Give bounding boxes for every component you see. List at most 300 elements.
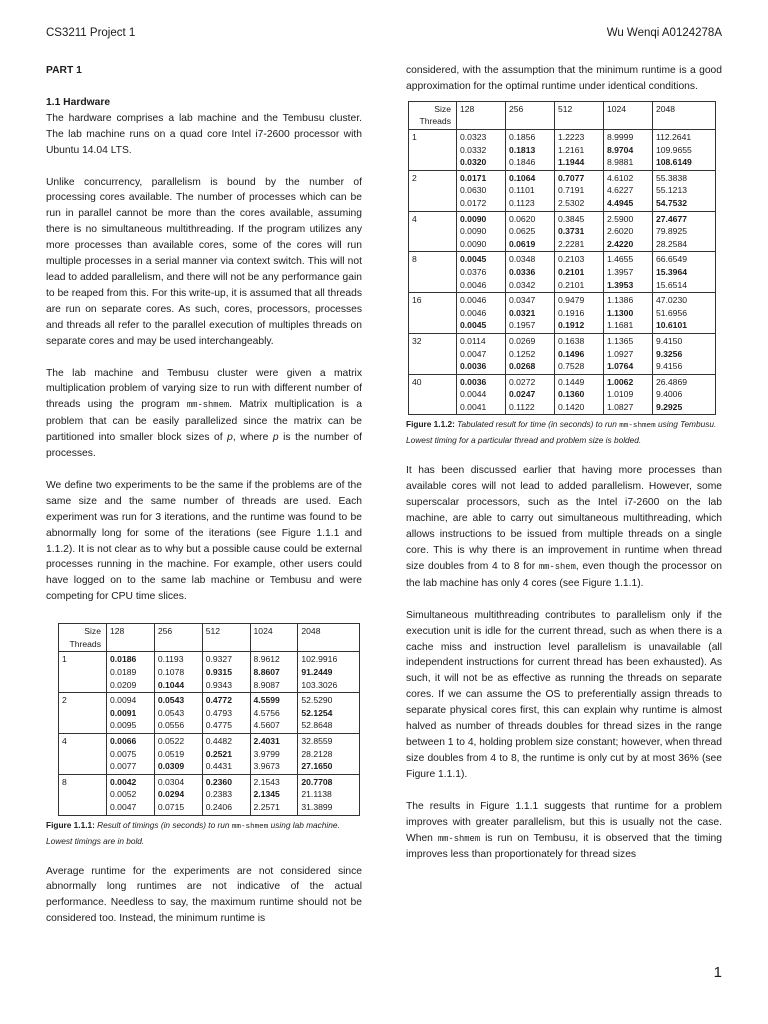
thread-count-cell: 1 xyxy=(59,652,107,693)
timing-value: 9.2925 xyxy=(655,401,683,412)
timing-value: 0.1078 xyxy=(157,666,185,677)
timing-cell xyxy=(457,333,506,374)
timing-value: 2.2571 xyxy=(253,801,280,812)
lab-machine-timing-table xyxy=(58,623,360,815)
timing-cell xyxy=(457,252,506,293)
timing-cell xyxy=(298,652,360,693)
timing-value: 0.0625 xyxy=(508,226,536,237)
table-body xyxy=(59,652,360,815)
timing-value: 0.4482 xyxy=(205,735,232,746)
timing-value: 0.0077 xyxy=(110,761,137,772)
timing-value: 0.0046 xyxy=(460,295,487,306)
timing-value: 10.6101 xyxy=(655,320,688,331)
timing-cell xyxy=(154,693,202,734)
page-number: 1 xyxy=(713,964,722,981)
timing-value: 109.9655 xyxy=(655,144,692,155)
timing-cell xyxy=(298,693,360,734)
timing-value: 0.0348 xyxy=(508,254,536,265)
timing-value: 0.0268 xyxy=(508,361,536,372)
program-name: mm-shmem xyxy=(231,822,269,831)
timing-cell xyxy=(505,170,554,211)
thread-count-cell: 32 xyxy=(409,333,457,374)
timing-value: 4.4945 xyxy=(606,197,634,208)
timing-value: 26.4869 xyxy=(655,376,688,387)
timing-value: 0.7077 xyxy=(557,172,585,183)
timing-value: 102.9916 xyxy=(301,654,338,665)
timing-value: 0.0209 xyxy=(110,679,137,690)
caption-text: using Tembusu. Lowest timing for a particular thread and problem size is bolded. xyxy=(406,419,717,446)
thread-count-cell: 1 xyxy=(409,130,457,171)
paragraph-average-runtime: Average runtime for the experiments are not considered since abnormally long runtimes are not indicative of the actual performance. Needless to say, the maximum runtime should not be considered too. Instead, the minimum runtime is xyxy=(46,865,362,925)
thread-count-cell: 2 xyxy=(59,693,107,734)
timing-value: 1.2223 xyxy=(557,132,585,142)
program-name: mm-shmem xyxy=(619,422,656,431)
figure-label: Figure 1.1.1: xyxy=(46,819,95,830)
tembusu-timing-table xyxy=(408,101,716,416)
timing-cell xyxy=(457,211,506,252)
timing-cell xyxy=(603,211,652,252)
timing-value: 0.0172 xyxy=(460,197,487,208)
timing-value: 52.5290 xyxy=(301,695,333,706)
timing-value: 0.1957 xyxy=(508,320,536,331)
timing-value: 2.1543 xyxy=(253,776,280,787)
size-column-heading: 1024 xyxy=(250,624,298,652)
timing-value: 0.0321 xyxy=(508,307,536,318)
timing-cell xyxy=(554,130,603,171)
timing-value: 0.0045 xyxy=(460,254,487,265)
timing-value: 1.1681 xyxy=(606,320,634,331)
timing-cell xyxy=(554,333,603,374)
timing-value: 20.7708 xyxy=(301,776,333,787)
timing-cell xyxy=(652,374,715,415)
table-row xyxy=(59,774,360,815)
timing-cell xyxy=(107,733,155,774)
timing-value: 55.3838 xyxy=(655,172,688,183)
left-column xyxy=(46,63,362,927)
table-row xyxy=(409,333,716,374)
timing-value: 3.9799 xyxy=(253,748,280,759)
paragraph-smt-contribution: Simultaneous multithreading contributes to parallelism only if the execution unit is idle for the current thread, such as when there is a cache miss and instruction level parallelism is unavailable (all independent instructions for current thread has been exhausted). As such, it will not be as effective as running the threads on separate cores. If we can assume the OS to preferentially assign threads to separate physical cores first, this can explain why runtime is almost halved as number of threads doubles for thread sizes in the range between 1 to 4, holding problem size constant; however, when thread size doubles from 4 to 8, the runtime is only cut by at most 36% (see Figure 1.1.1). xyxy=(406,609,722,780)
thread-count-cell: 4 xyxy=(59,733,107,774)
timing-value: 0.0522 xyxy=(157,735,185,746)
timing-value: 0.0247 xyxy=(508,389,536,400)
timing-value: 0.2360 xyxy=(205,776,232,787)
timing-value: 2.5302 xyxy=(557,197,585,208)
figure-label: Figure 1.1.2: xyxy=(406,419,455,430)
timing-value: 1.2161 xyxy=(557,144,585,155)
timing-value: 1.3957 xyxy=(606,266,634,277)
header-author: Wu Wenqi A0124278A xyxy=(606,27,722,39)
timing-value: 0.1101 xyxy=(508,185,535,196)
timing-value: 8.9612 xyxy=(253,654,280,665)
timing-value: 0.0519 xyxy=(157,748,185,759)
timing-cell xyxy=(554,252,603,293)
timing-value: 91.2449 xyxy=(301,666,333,677)
timing-value: 8.8607 xyxy=(253,666,280,677)
timing-value: 0.9343 xyxy=(205,679,232,690)
timing-value: 2.6020 xyxy=(606,226,634,237)
timing-value: 1.1365 xyxy=(606,335,634,346)
thread-count-cell: 40 xyxy=(409,374,457,415)
timing-value: 9.4150 xyxy=(655,335,683,346)
table-body xyxy=(409,130,716,415)
timing-value: 0.0294 xyxy=(157,789,185,800)
timing-cell xyxy=(457,130,506,171)
timing-value: 0.0036 xyxy=(460,361,487,372)
timing-cell xyxy=(505,293,554,334)
timing-value: 0.9315 xyxy=(205,666,232,677)
timing-value: 0.0042 xyxy=(110,776,137,787)
timing-value: 0.1044 xyxy=(157,679,185,690)
timing-cell xyxy=(652,130,715,171)
timing-value: 9.4156 xyxy=(655,361,683,372)
size-column-heading: 128 xyxy=(457,101,506,129)
text-segment: . Matrix multiplication is a problem that can be easily parallelized since the matrix can be partitioned into smaller block sizes of xyxy=(46,399,362,444)
timing-cell xyxy=(107,693,155,734)
paragraph-minimum-runtime: considered, with the assumption that the minimum runtime is a good approximation for the optimal runtime under identical conditions. xyxy=(406,65,722,92)
timing-cell xyxy=(154,652,202,693)
timing-value: 0.2101 xyxy=(557,279,585,290)
text-segment: , even though the processor on the lab machine has only 4 cores (see Figure 1.1.1). xyxy=(406,560,722,589)
timing-value: 0.4793 xyxy=(205,707,232,718)
timing-value: 66.6549 xyxy=(655,254,688,265)
timing-value: 2.5900 xyxy=(606,213,634,224)
timing-cell xyxy=(652,170,715,211)
timing-value: 0.0066 xyxy=(110,735,137,746)
timing-value: 3.9673 xyxy=(253,761,280,772)
timing-value: 32.8559 xyxy=(301,735,333,746)
text-segment: The results in Figure 1.1.1 suggests that runtime for a problem improves with greater parallelism, but this is usually not the case. When xyxy=(406,800,722,844)
timing-cell xyxy=(603,252,652,293)
timing-value: 0.1916 xyxy=(557,307,585,318)
timing-cell xyxy=(298,733,360,774)
timing-value: 1.0827 xyxy=(606,401,634,412)
timing-value: 9.3256 xyxy=(655,348,683,359)
timing-value: 8.9881 xyxy=(606,157,634,168)
timing-value: 52.1254 xyxy=(301,707,333,718)
timing-value: 0.2103 xyxy=(557,254,585,265)
table-row xyxy=(409,293,716,334)
timing-value: 0.0094 xyxy=(110,695,137,706)
timing-cell xyxy=(505,130,554,171)
timing-value: 0.0114 xyxy=(460,335,486,346)
thread-count-cell: 8 xyxy=(59,774,107,815)
timing-value: 9.4006 xyxy=(655,389,683,400)
timing-value: 0.1252 xyxy=(508,348,536,359)
timing-value: 0.2383 xyxy=(205,789,232,800)
timing-value: 112.2641 xyxy=(655,132,692,142)
right-column xyxy=(406,63,722,863)
timing-value: 108.6149 xyxy=(655,157,692,168)
timing-value: 21.1138 xyxy=(301,789,332,800)
timing-value: 0.0619 xyxy=(508,238,536,249)
timing-cell xyxy=(250,652,298,693)
timing-value: 0.4775 xyxy=(205,720,232,731)
timing-value: 1.1300 xyxy=(606,307,634,318)
timing-value: 0.7191 xyxy=(557,185,585,196)
timing-value: 0.0630 xyxy=(460,185,487,196)
text-segment: It has been discussed earlier that having more processes than available cores will not lead to added parallelism. However, some superscalar processors, such as the Intel i7-2600 on the lab machine, are able to carry out simultaneous multithreading, which allows instructions to be issued from multiple threads on a single core. This is why there is an improvement in runtime when thread size doubles from 4 to 8 for xyxy=(406,465,722,572)
timing-value: 0.0045 xyxy=(460,320,487,331)
table-corner-cell xyxy=(409,101,457,129)
timing-value: 2.2281 xyxy=(557,238,585,249)
timing-value: 27.1650 xyxy=(301,761,333,772)
size-column-heading: 1024 xyxy=(603,101,652,129)
size-column-heading: 256 xyxy=(154,624,202,652)
timing-value: 0.0543 xyxy=(157,695,185,706)
timing-cell xyxy=(250,733,298,774)
timing-cell xyxy=(505,374,554,415)
timing-value: 0.0047 xyxy=(110,801,137,812)
text-segment: The lab machine and Tembusu cluster were given a matrix multiplication problem of varying size to run with different number of threads using the program xyxy=(46,367,362,411)
timing-value: 0.1193 xyxy=(157,654,184,665)
program-name: mm-shmem xyxy=(186,400,230,411)
paragraph-parallelism: Unlike concurrency, parallelism is bound by the number of processing cores available. The number of processes which can be run in parallel cannot be more than the cores available, assuming there is no simultaneous multithreading. If the program utilizes any more processes than available cores, some of the cores will run multiple processes in a serial manner via context switch. This will not lead to added parallelism, and there will not be any performance gain to be reaped from this. For this write-up, it is assumed that all threads are run on separate cores. As such, cores, processors, processes and threads all refer to the parallel execution of multiples threads on separate cores and may be used interchangeably. xyxy=(46,176,362,347)
timing-cell xyxy=(250,693,298,734)
timing-value: 54.7532 xyxy=(655,197,688,208)
timing-value: 0.1496 xyxy=(557,348,585,359)
timing-cell xyxy=(652,333,715,374)
timing-value: 0.0342 xyxy=(508,279,536,290)
timing-value: 0.1064 xyxy=(508,172,536,183)
timing-value: 0.1912 xyxy=(557,320,585,331)
table-corner-cell xyxy=(59,624,107,652)
timing-cell xyxy=(457,374,506,415)
timing-value: 0.0543 xyxy=(157,707,185,718)
timing-cell xyxy=(505,252,554,293)
timing-value: 0.1123 xyxy=(508,197,535,208)
timing-value: 0.0036 xyxy=(460,376,487,387)
timing-value: 0.0320 xyxy=(460,157,487,168)
table-header-row xyxy=(59,624,360,652)
timing-value: 8.9999 xyxy=(606,132,634,142)
timing-value: 2.4220 xyxy=(606,238,634,249)
timing-value: 0.0323 xyxy=(460,132,487,142)
timing-value: 0.0046 xyxy=(460,279,487,290)
timing-cell xyxy=(457,293,506,334)
caption-text: using lab machine. Lowest timings are in bold. xyxy=(46,819,340,846)
timing-value: 0.2101 xyxy=(557,266,585,277)
timing-value: 27.4677 xyxy=(655,213,688,224)
timing-value: 0.7528 xyxy=(557,361,585,372)
timing-value: 8.9704 xyxy=(606,144,634,155)
timing-value: 0.0090 xyxy=(460,213,487,224)
timing-value: 4.5607 xyxy=(253,720,280,731)
timing-value: 28.2584 xyxy=(655,238,688,249)
timing-cell xyxy=(298,774,360,815)
timing-value: 4.5756 xyxy=(253,707,280,718)
timing-value: 0.0171 xyxy=(460,172,487,183)
timing-value: 0.1856 xyxy=(508,132,536,142)
timing-value: 0.0269 xyxy=(508,335,536,346)
timing-value: 0.0189 xyxy=(110,666,137,677)
timing-value: 0.0090 xyxy=(460,226,487,237)
thread-count-cell: 2 xyxy=(409,170,457,211)
timing-value: 0.0075 xyxy=(110,748,137,759)
table-row xyxy=(59,652,360,693)
timing-value: 1.4655 xyxy=(606,254,634,265)
paragraph-hardware: The hardware comprises a lab machine and the Tembusu cluster. The lab machine runs on a quad core Intel i7-2600 processor with Ubuntu 14.04 LTS. xyxy=(46,112,362,156)
timing-value: 0.0376 xyxy=(460,266,487,277)
timing-value: 0.0052 xyxy=(110,789,137,800)
timing-value: 1.3953 xyxy=(606,279,634,290)
timing-value: 15.3964 xyxy=(655,266,688,277)
timing-value: 0.4431 xyxy=(205,761,232,772)
timing-cell xyxy=(202,733,250,774)
size-column-heading: 128 xyxy=(107,624,155,652)
timing-cell xyxy=(554,374,603,415)
timing-value: 0.0091 xyxy=(110,707,137,718)
timing-value: 0.0347 xyxy=(508,295,536,306)
caption-text: Result of timings (in seconds) to run xyxy=(94,819,232,830)
timing-value: 0.0044 xyxy=(460,389,487,400)
size-heading: Size xyxy=(434,103,451,114)
timing-value: 0.0620 xyxy=(508,213,536,224)
timing-cell xyxy=(202,652,250,693)
timing-value: 4.5599 xyxy=(253,695,280,706)
variable-p: p xyxy=(227,432,233,444)
figure-caption-1-1-1 xyxy=(46,818,362,848)
timing-value: 4.6102 xyxy=(606,172,634,183)
figure-caption-1-1-2 xyxy=(406,417,722,447)
timing-value: 0.0090 xyxy=(460,238,487,249)
size-column-heading: 256 xyxy=(505,101,554,129)
timing-cell xyxy=(107,652,155,693)
timing-value: 51.6956 xyxy=(655,307,688,318)
timing-value: 0.4772 xyxy=(205,695,232,706)
timing-value: 0.1813 xyxy=(508,144,536,155)
caption-text: Tabulated result for time (in seconds) to run xyxy=(454,419,620,430)
timing-value: 0.1846 xyxy=(508,157,536,168)
size-heading: Size xyxy=(84,626,101,637)
timing-value: 0.1449 xyxy=(557,376,585,387)
timing-value: 2.1345 xyxy=(253,789,280,800)
timing-cell xyxy=(107,774,155,815)
variable-p: p xyxy=(272,432,279,444)
table-row xyxy=(409,170,716,211)
timing-value: 52.8648 xyxy=(301,720,333,731)
timing-value: 0.0047 xyxy=(460,348,487,359)
timing-value: 0.0309 xyxy=(157,761,185,772)
timing-value: 0.0336 xyxy=(508,266,536,277)
text-segment: is the number of processes. xyxy=(46,432,362,460)
text-segment: is run on Tembusu, it is observed that the timing improves less than proportionately for thread sizes xyxy=(406,832,722,861)
table-row xyxy=(409,211,716,252)
timing-value: 1.0764 xyxy=(606,361,634,372)
timing-value: 1.0062 xyxy=(606,376,634,387)
timing-value: 0.0095 xyxy=(110,720,137,731)
section-title: 1.1 Hardware xyxy=(46,96,111,108)
timing-cell xyxy=(652,293,715,334)
timing-value: 0.1420 xyxy=(557,401,585,412)
timing-value: 0.0186 xyxy=(110,654,137,665)
timing-value: 0.1122 xyxy=(508,401,535,412)
timing-value: 79.8925 xyxy=(655,226,688,237)
timing-value: 1.1386 xyxy=(606,295,634,306)
timing-value: 0.1638 xyxy=(557,335,585,346)
timing-cell xyxy=(603,374,652,415)
timing-cell xyxy=(603,293,652,334)
timing-value: 0.0304 xyxy=(157,776,185,787)
table-row xyxy=(59,693,360,734)
timing-cell xyxy=(603,170,652,211)
timing-cell xyxy=(652,211,715,252)
timing-cell xyxy=(154,774,202,815)
timing-value: 0.9327 xyxy=(205,654,232,665)
table-row xyxy=(409,374,716,415)
timing-value: 0.3731 xyxy=(557,226,585,237)
header-course: CS3211 Project 1 xyxy=(46,27,136,39)
timing-cell xyxy=(603,130,652,171)
program-name: mm-shem xyxy=(538,561,576,572)
timing-cell xyxy=(505,333,554,374)
timing-value: 0.0332 xyxy=(460,144,487,155)
timing-cell xyxy=(652,252,715,293)
timing-value: 1.0109 xyxy=(606,389,634,400)
timing-value: 47.0230 xyxy=(655,295,688,306)
size-column-heading: 2048 xyxy=(298,624,360,652)
size-column-heading: 512 xyxy=(554,101,603,129)
timing-value: 0.0556 xyxy=(157,720,185,731)
size-column-heading: 2048 xyxy=(652,101,715,129)
text-segment: , where xyxy=(232,432,273,444)
timing-value: 8.9087 xyxy=(253,679,280,690)
paragraph-matrix-multiplication xyxy=(46,366,362,462)
program-name: mm-shmem xyxy=(437,833,481,844)
timing-cell xyxy=(554,211,603,252)
timing-cell xyxy=(457,170,506,211)
timing-value: 0.2521 xyxy=(205,748,232,759)
thread-count-cell: 8 xyxy=(409,252,457,293)
timing-value: 0.0041 xyxy=(460,401,487,412)
timing-value: 4.6227 xyxy=(606,185,634,196)
timing-value: 15.6514 xyxy=(655,279,688,290)
timing-value: 0.2406 xyxy=(205,801,232,812)
timing-cell xyxy=(250,774,298,815)
timing-value: 0.3845 xyxy=(557,213,585,224)
timing-value: 1.1944 xyxy=(557,157,585,168)
part-title: PART 1 xyxy=(46,65,82,76)
thread-count-cell: 16 xyxy=(409,293,457,334)
timing-cell xyxy=(154,733,202,774)
table-row xyxy=(409,252,716,293)
timing-cell xyxy=(554,170,603,211)
table-row xyxy=(409,130,716,171)
timing-cell xyxy=(202,774,250,815)
threads-heading: Threads xyxy=(419,116,451,127)
timing-cell xyxy=(202,693,250,734)
timing-value: 1.0927 xyxy=(606,348,634,359)
thread-count-cell: 4 xyxy=(409,211,457,252)
timing-value: 0.0046 xyxy=(460,307,487,318)
table-header-row xyxy=(409,101,716,129)
timing-value: 0.9479 xyxy=(557,295,585,306)
table-row xyxy=(59,733,360,774)
timing-cell xyxy=(554,293,603,334)
timing-value: 55.1213 xyxy=(655,185,688,196)
timing-cell xyxy=(505,211,554,252)
size-column-heading: 512 xyxy=(202,624,250,652)
paragraph-experiments: We define two experiments to be the same if the problems are of the same size and the same number of threads are used. Each experiment was run for 3 iterations, and the runtime was found to be abnormally long for some of the iterations (see Figure 1.1.1 and 1.1.2). It is not clear as to why but a possible cause could be external processes running in the machine. For example, other users could have logged on to the same lab machine or Tembusu and were competing for CPU time slices. xyxy=(46,479,362,603)
timing-value: 2.4031 xyxy=(253,735,280,746)
timing-value: 0.1360 xyxy=(557,389,585,400)
timing-value: 0.0715 xyxy=(157,801,185,812)
timing-value: 103.3026 xyxy=(301,679,338,690)
timing-value: 0.0272 xyxy=(508,376,536,387)
timing-cell xyxy=(603,333,652,374)
paragraph-results xyxy=(406,799,722,864)
timing-value: 31.3899 xyxy=(301,801,333,812)
